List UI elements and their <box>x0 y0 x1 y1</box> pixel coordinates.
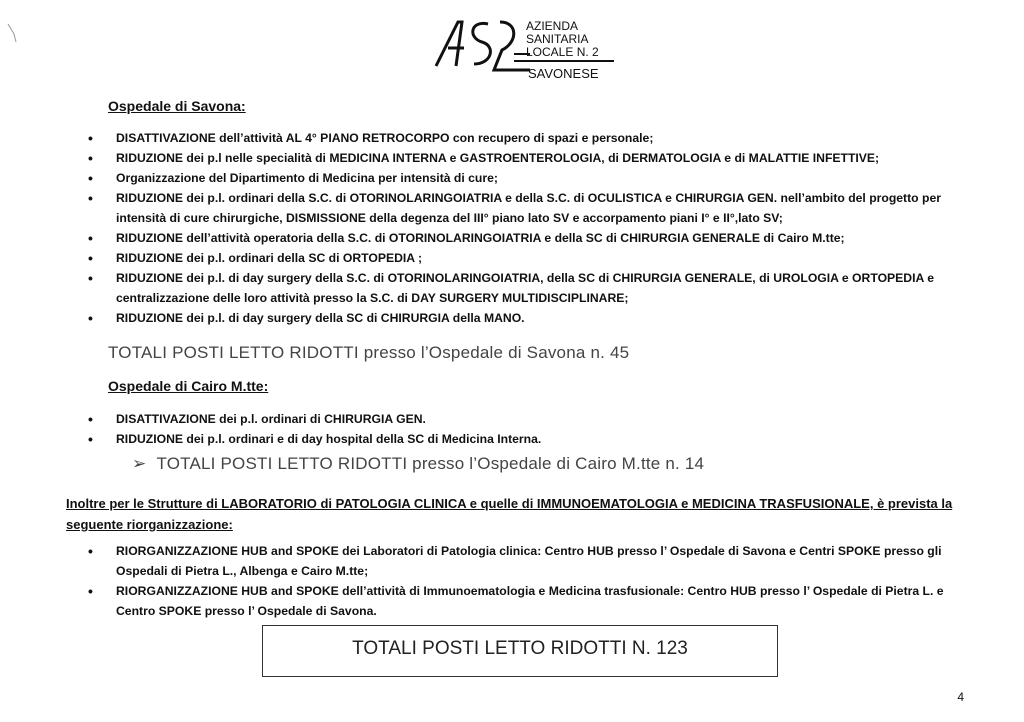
list-item-text: RIORGANIZZAZIONE HUB and SPOKE dell’attività di Immunoematologia e Medicina trasfusionale: Centro HUB presso l’ Ospedale di Pietra L. e Centro SPOKE presso l’ Ospedale di Savona. <box>116 584 944 618</box>
list-item-text: RIDUZIONE dell’attività operatoria della S.C. di OTORINOLARINGOIATRIA e della SC di CHIRURGIA GENERALE di Cairo M.tte; <box>116 231 845 245</box>
scan-artifact-mark <box>6 24 18 42</box>
logo-bottom-text: SAVONESE <box>528 66 599 81</box>
list-item <box>88 581 968 621</box>
list-item <box>88 248 968 268</box>
cairo-heading: Ospedale di Cairo M.tte: <box>108 378 269 394</box>
bullet: • <box>88 190 93 206</box>
bullet: • <box>88 130 93 146</box>
list-item-text: DISATTIVAZIONE dei p.l. ordinari di CHIRURGIA GEN. <box>116 412 426 426</box>
labs-list <box>88 541 968 621</box>
cairo-total <box>132 454 704 474</box>
asl-logo <box>430 14 620 84</box>
bullet: • <box>88 583 93 599</box>
savona-heading: Ospedale di Savona: <box>108 98 246 114</box>
savona-total: TOTALI POSTI LETTO RIDOTTI presso l’Ospedale di Savona n. 45 <box>108 343 630 362</box>
page-number: 4 <box>957 690 964 704</box>
savona-list <box>88 128 968 328</box>
list-item <box>88 188 968 228</box>
list-item <box>88 268 968 308</box>
list-item <box>88 308 968 328</box>
list-item <box>88 128 968 148</box>
list-item <box>88 541 968 581</box>
bullet: • <box>88 543 93 559</box>
logo-line-1: AZIENDA <box>526 19 579 33</box>
list-item <box>88 168 968 188</box>
logo-line-2: SANITARIA <box>526 32 589 46</box>
bullet: • <box>88 170 93 186</box>
bullet: • <box>88 150 93 166</box>
list-item-text: RIDUZIONE dei p.l. ordinari della SC di ORTOPEDIA ; <box>116 251 423 265</box>
bullet: • <box>88 310 93 326</box>
list-item-text: RIDUZIONE dei p.l. di day surgery della S.C. di OTORINOLARINGOIATRIA, della SC di CHIRURGIA GENERALE, di UROLOGIA e ORTOPEDIA e centralizzazione delle loro attività presso la S.C. di DAY SURGERY MULTIDISCIPLINARE; <box>116 271 935 305</box>
cairo-list <box>88 409 968 449</box>
list-item-text: RIORGANIZZAZIONE HUB and SPOKE dei Laboratori di Patologia clinica: Centro HUB presso l’ Ospedale di Savona e Centri SPOKE presso gli Ospedali di Pietra L., Albenga e Cairo M.tte; <box>116 544 942 578</box>
asl-logo-mark-icon <box>430 14 530 84</box>
bullet: • <box>88 250 93 266</box>
bullet: • <box>88 411 93 427</box>
cairo-total-text: TOTALI POSTI LETTO RIDOTTI presso l’Ospedale di Cairo M.tte n. 14 <box>156 454 705 473</box>
bullet: • <box>88 431 93 447</box>
labs-intro: Inoltre per le Strutture di LABORATORIO di PATOLOGIA CLINICA e quelle di IMMUNOEMATOLOGIA e MEDICINA TRASFUSIONALE, è prevista la seguente riorganizzazione: <box>66 496 953 532</box>
list-item <box>88 409 968 429</box>
list-item-text: Organizzazione del Dipartimento di Medicina per intensità di cure; <box>116 171 498 185</box>
bullet: • <box>88 230 93 246</box>
logo-underline <box>514 60 614 62</box>
list-item <box>88 228 968 248</box>
bullet: • <box>88 270 93 286</box>
logo-line-3: LOCALE N. 2 <box>526 45 599 59</box>
list-item-text: RIDUZIONE dei p.l. ordinari e di day hospital della SC di Medicina Interna. <box>116 432 542 446</box>
list-item-text: RIDUZIONE dei p.l. ordinari della S.C. di OTORINOLARINGOIATRIA e della S.C. di OCULISTICA e CHIRURGIA GEN. nell’ambito del progetto per intensità di cure chirurgiche, DISMISSIONE della degenza del III° piano lato SV e accorpamento piani I° e II°,lato SV; <box>116 191 941 225</box>
arrow-bullet-icon: ➢ <box>132 454 147 473</box>
final-total: TOTALI POSTI LETTO RIDOTTI N. 123 <box>352 638 688 659</box>
list-item-text: RIDUZIONE dei p.l. di day surgery della SC di CHIRURGIA della MANO. <box>116 311 525 325</box>
list-item <box>88 429 968 449</box>
list-item-text: DISATTIVAZIONE dell’attività AL 4° PIANO RETROCORPO con recupero di spazi e personale; <box>116 131 654 145</box>
list-item-text: RIDUZIONE dei p.l nelle specialità di MEDICINA INTERNA e GASTROENTEROLOGIA, di DERMATOLOGIA e di MALATTIE INFETTIVE; <box>116 151 880 165</box>
list-item <box>88 148 968 168</box>
final-total-box <box>262 625 778 677</box>
